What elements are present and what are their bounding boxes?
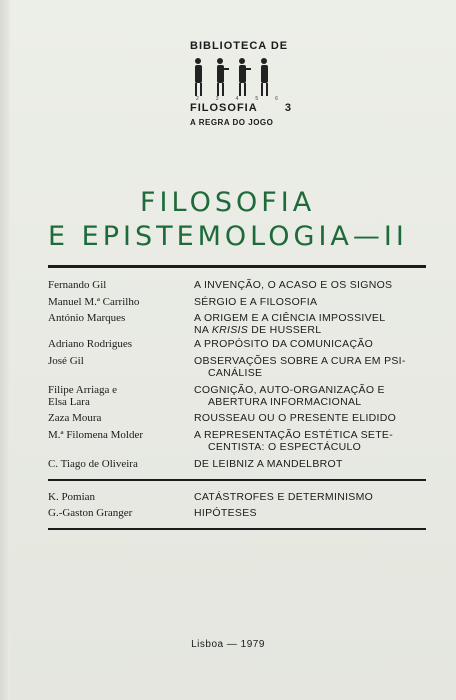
work-title-line-2: CENTISTA: O ESPECTÁCULO [208, 441, 362, 453]
series-logo-figures [190, 56, 310, 96]
series-collection: A REGRA DO JOGO [190, 118, 274, 127]
divider-bottom [48, 528, 426, 530]
work-title [194, 384, 430, 408]
work-title [194, 312, 430, 336]
work-title-line-1: OBSERVAÇÕES SOBRE A CURA EM PSI- [194, 355, 406, 367]
divider-middle [48, 479, 426, 481]
author: Adriano Rodrigues [48, 338, 133, 350]
figure-1-icon [190, 58, 206, 96]
series-volume-number: 3 [284, 102, 292, 114]
publication-place-date: Lisboa — 1979 [191, 639, 265, 650]
author [48, 384, 193, 408]
author: Zaza Moura [48, 412, 102, 424]
series-name: BIBLIOTECA DE [190, 40, 289, 52]
work-title-line-2-italic: KRISIS [211, 324, 249, 336]
work-title: DE LEIBNIZ A MANDELBROT [194, 458, 343, 470]
work-title-line-2: CANÁLISE [208, 367, 263, 379]
series-subject: FILOSOFIA [190, 102, 258, 114]
author: José Gil [48, 355, 84, 367]
work-title: HIPÓTESES [194, 507, 257, 519]
figure-3-icon [234, 58, 250, 96]
figure-4-icon [256, 58, 272, 96]
divider-top [48, 265, 426, 268]
logo-number: 3 [215, 96, 220, 102]
work-title-line-2-post: DE HUSSERL [248, 324, 322, 336]
figure-2-icon [212, 58, 228, 96]
logo-number: 5 [255, 96, 260, 102]
work-title: ROUSSEAU OU O PRESENTE ELIDIDO [194, 412, 397, 424]
work-title-line-1: COGNIÇÃO, AUTO-ORGANIZAÇÃO E [194, 384, 385, 396]
author: Manuel M.ª Carrilho [48, 296, 140, 308]
work-title-line-2-pre: NA [194, 324, 212, 336]
title-line-2: E EPISTEMOLOGIA—II [48, 221, 408, 252]
author: António Marques [48, 312, 126, 324]
book-title [48, 186, 428, 254]
series-subline [190, 102, 292, 114]
work-title-line-2: ABERTURA INFORMACIONAL [208, 396, 362, 408]
work-title: CATÁSTROFES E DETERMINISMO [194, 491, 374, 503]
spine-edge [0, 0, 10, 700]
logo-number: 6 [275, 96, 279, 102]
author: C. Tiago de Oliveira [48, 458, 138, 470]
author: K. Pomian [48, 491, 96, 503]
work-title [194, 355, 430, 379]
author: G.-Gaston Granger [48, 507, 133, 519]
author: Fernando Gil [48, 279, 107, 291]
work-title: A INVENÇÃO, O ACASO E OS SIGNOS [194, 279, 393, 291]
author-line-1: Filipe Arriaga e [48, 384, 118, 396]
work-title-line-1: A ORIGEM E A CIÊNCIA IMPOSSIVEL [194, 312, 386, 324]
work-title-line-1: A REPRESENTAÇÃO ESTÉTICA SETE- [194, 429, 394, 441]
logo-number: 2 [196, 96, 200, 102]
work-title: A PROPÓSITO DA COMUNICAÇÃO [194, 338, 374, 350]
title-line-1: FILOSOFIA [140, 187, 316, 218]
author: M.ª Filomena Molder [48, 429, 143, 441]
logo-number: 4 [235, 96, 240, 102]
work-title [194, 429, 430, 453]
work-title: SÉRGIO E A FILOSOFIA [194, 296, 318, 308]
series-block [190, 40, 310, 127]
author-line-2: Elsa Lara [48, 396, 90, 408]
